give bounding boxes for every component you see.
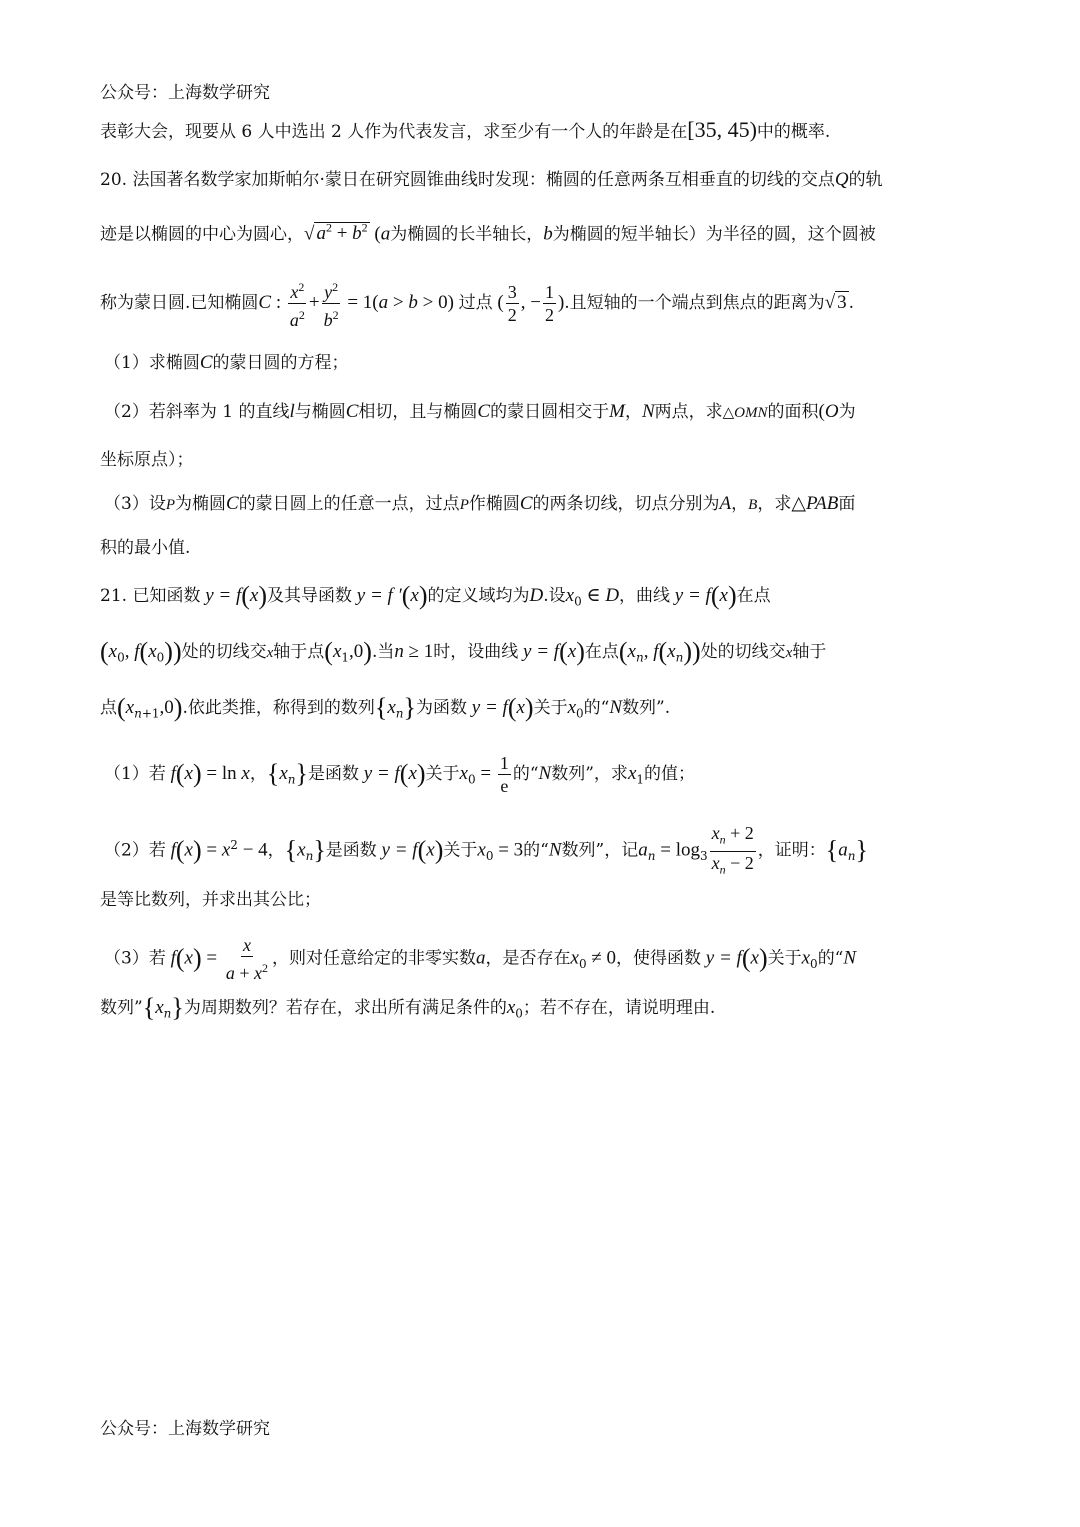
math-frac: $\frac{1}{e}$ [499, 753, 509, 796]
q20-text: 的两条切线，切点分别为 [532, 494, 720, 514]
math-sqrt-ab: √ $a^2 + b^2$ [304, 221, 368, 245]
q21-text: ，是否存在 [485, 948, 571, 969]
q21-text: 关于 [425, 764, 460, 784]
q20-part-1 [104, 351, 989, 375]
q20-part-3-cont [100, 536, 985, 560]
q20-text: 两点，求 [654, 402, 723, 422]
q21-part-3-cont: 数列$”\{x_n\}$为周期数列？若存在，求出所有满足条件的$x_0$；若不存在，请说明理由. [100, 993, 716, 1022]
q20-line-2: 迹是以椭圆的中心为圆心，√ $a^2 + b^2$ (a为椭圆的长半轴长，b为椭圆的短半轴长）为半径的圆，这个圆被 [100, 221, 876, 245]
q20-text: 的蒙日圆相交于 [490, 402, 610, 422]
q20-text: 的蒙日圆的方程； [212, 353, 349, 373]
q20-text: 为椭圆的长半轴长， [390, 224, 544, 245]
q21-text: 数列” [100, 998, 143, 1018]
q20-text: 为 [838, 402, 856, 422]
q21-text: 轴于点 [273, 642, 325, 662]
q21-text: ， [249, 764, 267, 784]
q20-text: 的轨 [848, 170, 883, 190]
q20-text: 坐标原点）； [100, 450, 194, 470]
q21-text: 关于 [533, 698, 568, 718]
q21-text: ；若不存在，请说明理由. [522, 998, 716, 1018]
q21-part-1: （1）若 f(x) = ln x，$\{x_n\}$是函数 y = f(x)关于$x_0$ = $\frac{1}{e}$ 的“N数列”，求$x_1$的值； [104, 753, 696, 796]
q20-text: 迹是以椭圆的中心为圆心， [100, 224, 304, 245]
q20-text: 为椭圆的短半轴长）为半径的圆，这个圆被 [552, 224, 876, 245]
q21-text: 关于 [767, 948, 802, 969]
q21-text: （3）若 [104, 948, 166, 969]
q21-part-2: （2）若 $f(x) = x^2 - 4$，$\{x_n\}$是函数 y = f(x)关于$x_0 = 3$的“N数列”，记$a_n = \log_3$ $\frac{x_n + 2}{x_n - 2}$ ，证明：$\{a_n\}$ [104, 822, 989, 880]
q20-text: ，求 [757, 494, 792, 514]
q21-text: （1）若 [104, 764, 166, 784]
q19-text: 表彰大会，现要从 6 人中选出 2 人作为代表发言，求至少有一个人的年龄是在 [100, 122, 688, 142]
math-sqrt3: √ 3 [824, 292, 847, 313]
q21-text: 在点 [736, 586, 771, 606]
math-var: Q [834, 169, 849, 190]
q21-text: 的值； [644, 764, 696, 784]
q21-text: （2）若 [104, 840, 166, 861]
q21-text: .设 [543, 586, 566, 606]
math-var: C [199, 352, 213, 373]
q21-text: 处的切线交 [700, 642, 786, 662]
math-ellipse: C [258, 292, 272, 313]
q21-line-2: ($x_0$, $f(x_0)$)处的切线交x轴于点$(x_1,0)$.当n ≥ 1时，设曲线 y = f(x)在点($x_n$, $f(x_n)$)处的切线交x轴于 [100, 637, 827, 666]
page-header: 公众号：上海数学研究 [100, 83, 270, 103]
q21-text: 轴于 [792, 642, 827, 662]
q20-text: （1）求椭圆 [104, 353, 200, 373]
math-var: b [543, 223, 553, 245]
q21-text: 数列”，求 [551, 764, 628, 784]
page-footer: 公众号：上海数学研究 [100, 1419, 270, 1439]
math-frac: $\frac{x_n + 2}{x_n - 2}$ [711, 823, 754, 877]
q19-text-end: 中的概率. [756, 122, 831, 142]
q20-part-2-cont [100, 448, 985, 472]
math-frac: $\frac{x}{a + x^2}$ [225, 935, 269, 983]
q20-line-1 [100, 168, 985, 192]
q20-text: 的蒙日圆上的任意一点，过点 [238, 494, 460, 514]
q21-text: 在点 [584, 642, 619, 662]
q21-text: ，曲线 [619, 586, 671, 606]
math-var: a [380, 223, 391, 245]
q21-text: 关于 [443, 840, 478, 861]
q20-text: 的面积 [767, 402, 819, 422]
q20-text: 称为蒙日圆.已知椭圆 [100, 293, 259, 313]
q20-part-3: （3）设P为椭圆C的蒙日圆上的任意一点，过点P作椭圆C的两条切线，切点分别为A，B，求△PAB面 [104, 493, 856, 514]
q21-text: ， [267, 840, 285, 861]
q21-text: 的“ [512, 764, 539, 784]
q20-line-3: 称为蒙日圆.已知椭圆C : $\frac{x^2}{a^2}$ + $\frac{y^2}{b^2}$ = 1(a > b > 0) 过点 ( $\frac{3}{2}$ , − $\frac{1}{2}$ ).且短轴的一个端点到焦点的距离为√ 3 . [100, 276, 985, 331]
q20-text: （3）设 [104, 494, 166, 514]
q21-text: ，使得函数 [616, 948, 702, 969]
q21-text: 数列”. [622, 698, 671, 718]
q21-text: ，证明： [757, 840, 826, 861]
q21-text: 处的切线交 [181, 642, 267, 662]
q21-text: 的“ [523, 840, 549, 861]
q21-text: 数列”，记 [561, 840, 639, 861]
q21-text: .依此类推，称得到的数列 [182, 698, 375, 718]
q21-text: ，则对任意给定的非零实数 [272, 948, 477, 969]
q20-text: 面 [838, 494, 856, 514]
q21-text: 的“ [817, 948, 844, 969]
q21-text: 为周期数列？若存在，求出所有满足条件的 [183, 998, 507, 1018]
q21-text: 21. 已知函数 [100, 586, 201, 606]
q21-text: .当 [371, 642, 395, 662]
q20-text: 为椭圆 [175, 494, 226, 514]
q19-interval: [35, 45) [687, 117, 757, 142]
math-frac: $\frac{3}{2}$ [507, 282, 517, 325]
q20-text: .且短轴的一个端点到焦点的距离为 [564, 293, 825, 313]
q21-text: 是函数 [307, 764, 359, 784]
q20-part-2: （2）若斜率为 1 的直线l与椭圆C相切，且与椭圆C的蒙日圆相交于M，N两点，求△OMN的面积(O为 [104, 401, 856, 422]
q21-text: 及其导函数 [267, 586, 353, 606]
q20-text: 积的最小值. [100, 538, 191, 558]
q21-text: 的定义域均为 [427, 586, 530, 606]
q21-part-2-cont [100, 888, 985, 912]
q21-text: 点 [100, 698, 117, 718]
q20-text: 20. 法国著名数学家加斯帕尔·蒙日在研究圆锥曲线时发现：椭圆的任意两条互相垂直的切线的交点 [100, 170, 835, 190]
q20-text: （2）若斜率为 1 的直线 [104, 402, 290, 422]
q21-text: 是函数 [325, 840, 377, 861]
q21-line-3: 点$(x_{n+1},0)$.依此类推，称得到的数列$\{x_n\}$为函数 y = f(x)关于$x_0$的“N数列”. [100, 693, 671, 722]
q20-text: 作椭圆 [468, 494, 520, 514]
q21-line-1: 21. 已知函数 y = f(x)及其导函数 y = f ′(x)的定义域均为D.设$x_0$ ∈ D，曲线 y = f(x)在点 [100, 581, 771, 610]
q20-text: 相切，且与椭圆 [358, 402, 478, 422]
math-frac: $\frac{x^2}{a^2}$ [288, 276, 307, 331]
q20-text: 过点 [458, 293, 493, 313]
q21-text: 是等比数列，并求出其公比； [100, 890, 321, 910]
q21-text: 为函数 [416, 698, 468, 718]
q21-text: 时，设曲线 [433, 642, 519, 662]
math-frac: $\frac{1}{2}$ [544, 282, 554, 325]
math-frac: $\frac{y^2}{b^2}$ [322, 276, 341, 331]
q21-part-3: （3）若 f(x) = $\frac{x}{a + x^2}$ ，则对任意给定的非零实数a，是否存在$x_0 \ne 0$，使得函数 y = f(x)关于$x_0$的“N [104, 935, 857, 983]
q19-tail-line [100, 118, 985, 144]
q20-text: 与椭圆 [294, 402, 346, 422]
q21-text: 的“ [583, 698, 610, 718]
